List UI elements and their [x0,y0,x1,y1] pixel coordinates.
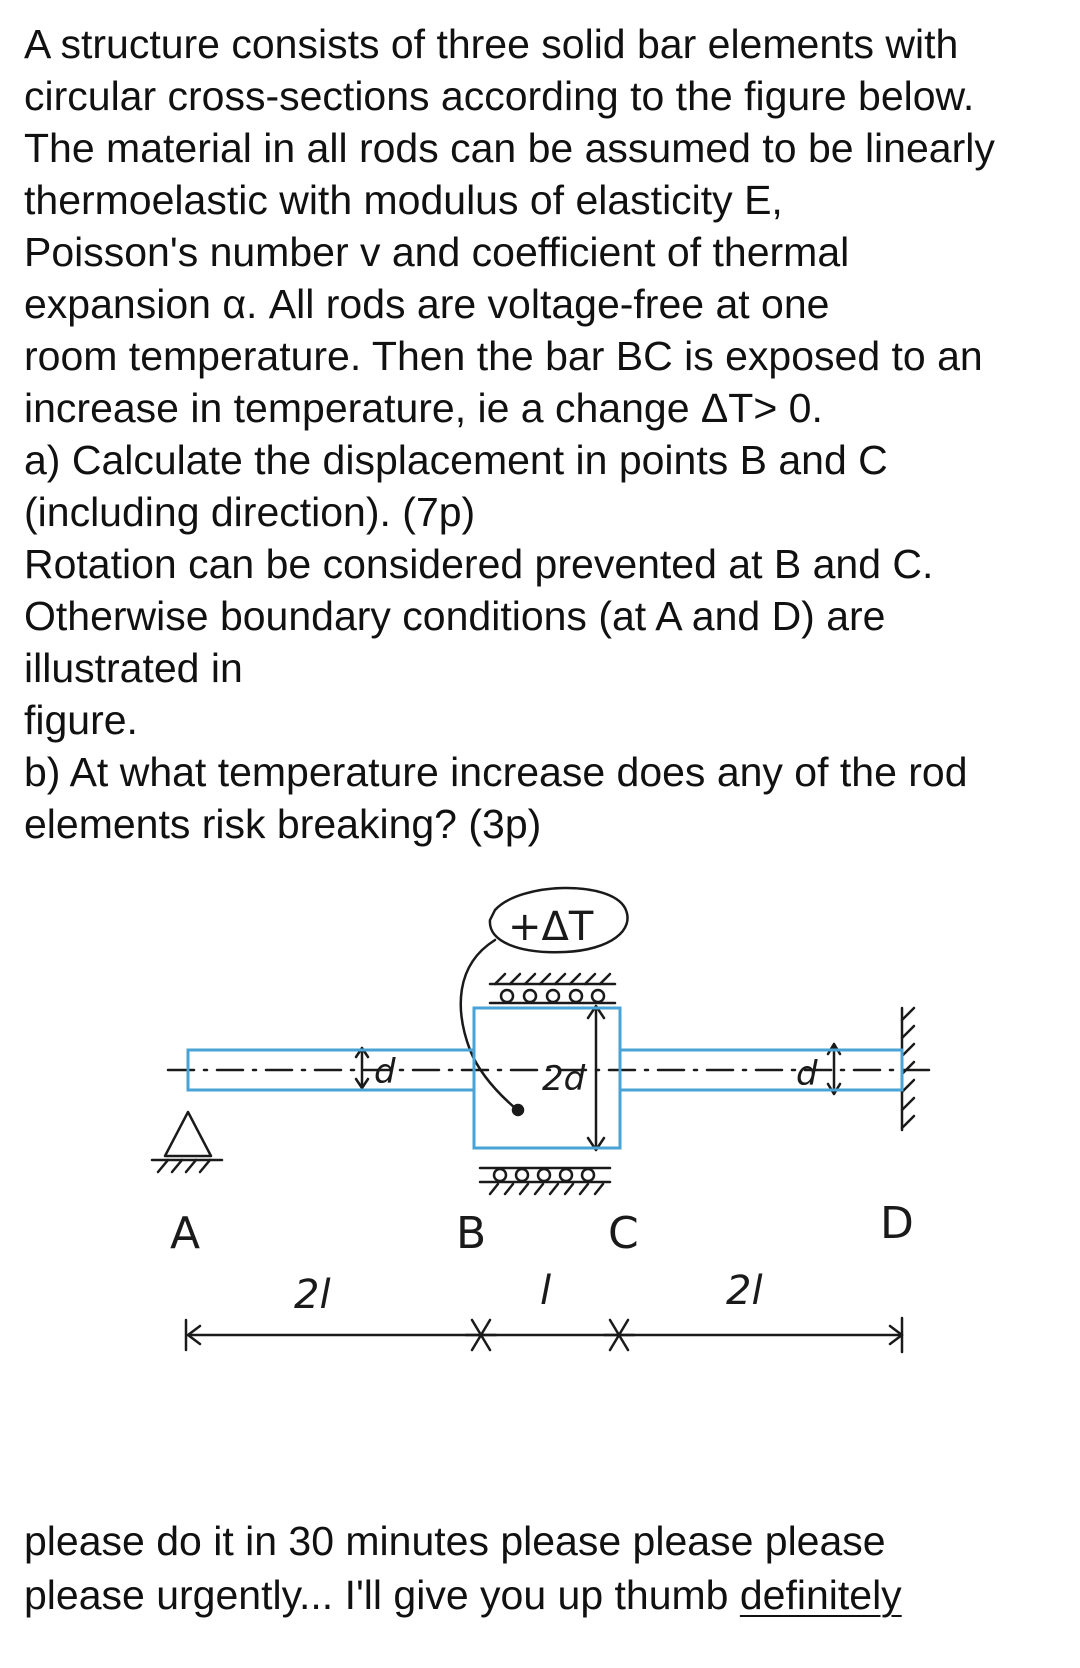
length-label-bc: l [540,1268,552,1314]
request-text [24,1514,1064,1622]
request-underlined-word: definitely [739,1572,902,1618]
problem-line: b) At what temperature increase does any of the rod [24,749,968,795]
problem-line: figure. [24,697,138,743]
temperature-label: +ΔT [508,904,594,950]
diameter-label-left: d [374,1052,396,1092]
problem-line: elements risk breaking? (3p) [24,801,542,847]
problem-line: illustrated in [24,645,243,691]
problem-statement [24,18,1064,850]
problem-line: room temperature. Then the bar BC is exposed to an [24,333,983,379]
diameter-label-middle: 2d [542,1059,586,1099]
bottom-hatching [490,1184,603,1194]
problem-line: Rotation can be considered prevented at B and C. [24,541,934,587]
problem-line: circular cross-sections according to the figure below. [24,73,975,119]
temperature-leader-line [461,940,515,1108]
structure-figure [0,880,1080,1440]
point-label-a: A [170,1208,201,1259]
problem-line: expansion α. All rods are voltage-free at one [24,281,830,327]
temperature-leader-dot [513,1105,523,1115]
problem-line: increase in temperature, ie a change ΔT> 0. [24,385,823,431]
point-label-b: B [456,1208,487,1259]
length-label-cd: 2l [726,1268,763,1314]
diameter-label-right: d [796,1054,818,1094]
bottom-rollers [494,1169,594,1181]
problem-line: A structure consists of three solid bar elements with [24,21,959,67]
point-label-d: D [880,1198,914,1249]
length-label-ab: 2l [294,1272,331,1318]
problem-line: thermoelastic with modulus of elasticity E, [24,177,783,223]
problem-line: Otherwise boundary conditions (at A and D) are [24,593,886,639]
request-line-2-prefix: please urgently... I'll give you up thumb [24,1572,740,1618]
problem-line: Poisson's number v and coefficient of thermal [24,229,850,275]
problem-line: a) Calculate the displacement in points B and C [24,437,888,483]
pin-support-a [165,1112,211,1156]
request-line-2 [24,1568,1064,1622]
problem-line: The material in all rods can be assumed to be linearly [24,125,995,171]
top-rollers [501,990,604,1002]
request-line-1: please do it in 30 minutes please please please [24,1518,886,1564]
point-label-c: C [608,1208,639,1259]
problem-line: (including direction). (7p) [24,489,476,535]
top-hatching [495,974,610,984]
